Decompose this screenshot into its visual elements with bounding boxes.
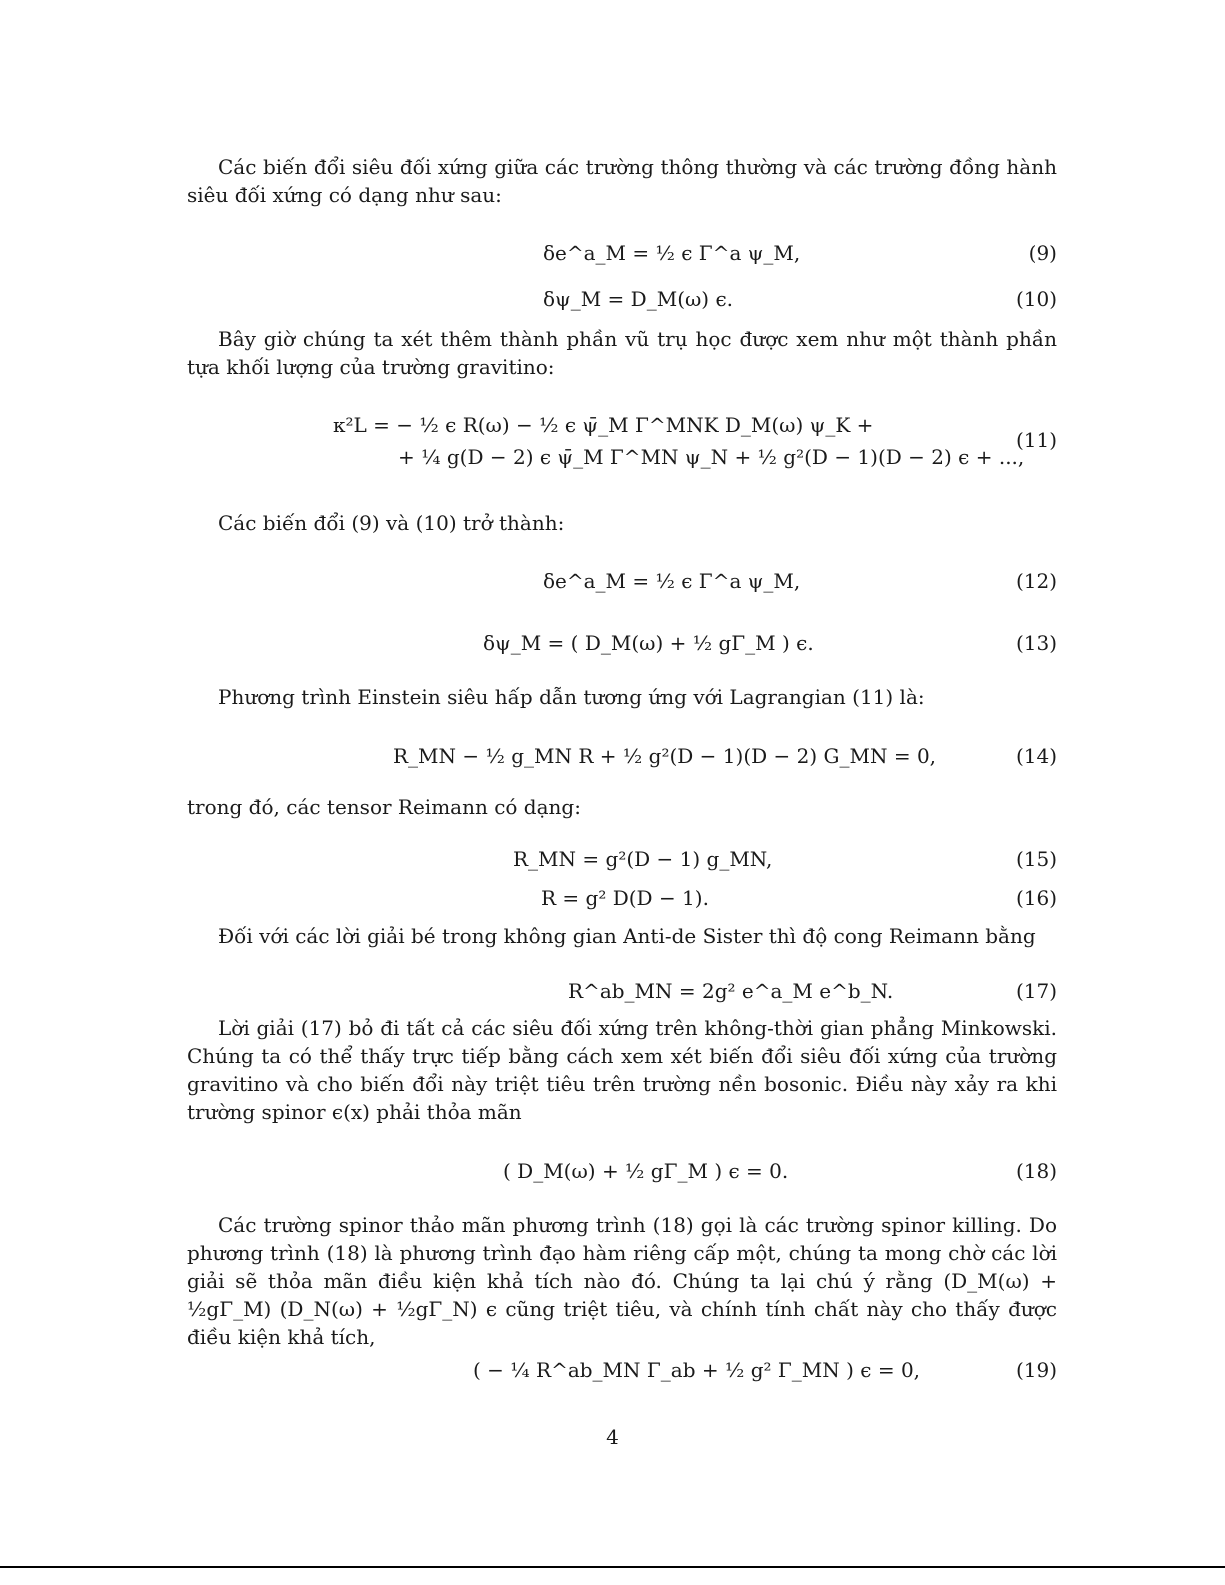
equation-17-label: (17) [1015, 979, 1057, 1003]
equation-9 [187, 238, 1057, 268]
equation-19 [187, 1355, 1057, 1385]
equation-18-body: ( D_M(ω) + ½ gΓ_M ) ϵ = 0. [503, 1159, 789, 1183]
equation-14 [187, 741, 1057, 771]
equation-14-label: (14) [1015, 744, 1057, 768]
equation-11-line-2: + ¼ g(D − 2) ϵ ψ̄_M Γ^MN ψ_N + ½ g²(D − 1)(D − 2) ϵ + ..., [398, 445, 1025, 469]
paragraph-2: Bây giờ chúng ta xét thêm thành phần vũ trụ học được xem như một thành phần tựa khối lượng của trường gravitino: [187, 327, 1057, 379]
equation-12-body: δe^a_M = ½ ϵ Γ^a ψ_M, [543, 569, 801, 593]
equation-12-label: (12) [1015, 569, 1057, 593]
equation-19-label: (19) [1015, 1358, 1057, 1382]
paragraph-3: Các biến đổi (9) và (10) trở thành: [218, 511, 565, 535]
equation-10-label: (10) [1015, 287, 1057, 311]
equation-15-label: (15) [1015, 847, 1057, 871]
paragraph-5: trong đó, các tensor Reimann có dạng: [187, 795, 581, 819]
paragraph-4: Phương trình Einstein siêu hấp dẫn tương ứng với Lagrangian (11) là: [218, 685, 925, 709]
equation-17 [187, 976, 1057, 1006]
equation-12 [187, 566, 1057, 596]
equation-16-body: R = g² D(D − 1). [541, 886, 709, 910]
equation-9-body: δe^a_M = ½ ϵ Γ^a ψ_M, [543, 241, 801, 265]
equation-15-body: R_MN = g²(D − 1) g_MN, [513, 847, 773, 871]
paragraph-6: Đối với các lời giải bé trong không gian Anti-de Sister thì độ cong Reimann bằng [218, 924, 1036, 948]
paragraph-8: Các trường spinor thảo mãn phương trình (18) gọi là các trường spinor killing. Do phương trình (18) là phương trình đạo hàm riêng cấp một, chúng ta mong chờ các lời giải sẽ thỏa mãn điều kiện khả tích nào đó. Chúng ta lại chú ý rằng (D_M(ω) + ½gΓ_M) (D_N(ω) + ½gΓ_N) ϵ cũng triệt tiêu, và chính tính chất này cho thấy được điều kiện khả tích, [187, 1213, 1057, 1349]
paragraph-1: Các biến đổi siêu đối xứng giữa các trường thông thường và các trường đồng hành siêu đối xứng có dạng như sau: [187, 155, 1057, 207]
equation-13 [187, 628, 1057, 658]
paragraph-7: Lời giải (17) bỏ đi tất cả các siêu đối xứng trên không-thời gian phẳng Minkowski. Chúng ta có thể thấy trực tiếp bằng cách xem xét biến đổi siêu đối xứng của trường gravitino và cho biến đổi này triệt tiêu trên trường nền bosonic. Điều này xảy ra khi trường spinor ϵ(x) phải thỏa mãn [187, 1016, 1057, 1124]
equation-16 [187, 883, 1057, 913]
equation-15 [187, 844, 1057, 874]
equation-18 [187, 1156, 1057, 1186]
equation-10 [187, 284, 1057, 314]
bottom-rule [0, 1566, 1225, 1568]
equation-11-line-1: κ²L = − ½ ϵ R(ω) − ½ ϵ ψ̄_M Γ^MNK D_M(ω) ψ_K + [333, 413, 874, 437]
equation-19-body: ( − ¼ R^ab_MN Γ_ab + ½ g² Γ_MN ) ϵ = 0, [473, 1358, 921, 1382]
equation-9-label: (9) [1028, 241, 1057, 265]
equation-13-body: δψ_M = ( D_M(ω) + ½ gΓ_M ) ϵ. [483, 631, 814, 655]
equation-11 [187, 410, 1057, 470]
equation-10-body: δψ_M = D_M(ω) ϵ. [543, 287, 734, 311]
equation-14-body: R_MN − ½ g_MN R + ½ g²(D − 1)(D − 2) G_MN = 0, [393, 744, 937, 768]
equation-16-label: (16) [1015, 886, 1057, 910]
equation-17-body: R^ab_MN = 2g² e^a_M e^b_N. [568, 979, 894, 1003]
equation-11-label: (11) [1015, 428, 1057, 452]
equation-18-label: (18) [1015, 1159, 1057, 1183]
page-number: 4 [606, 1425, 619, 1449]
equation-13-label: (13) [1015, 631, 1057, 655]
